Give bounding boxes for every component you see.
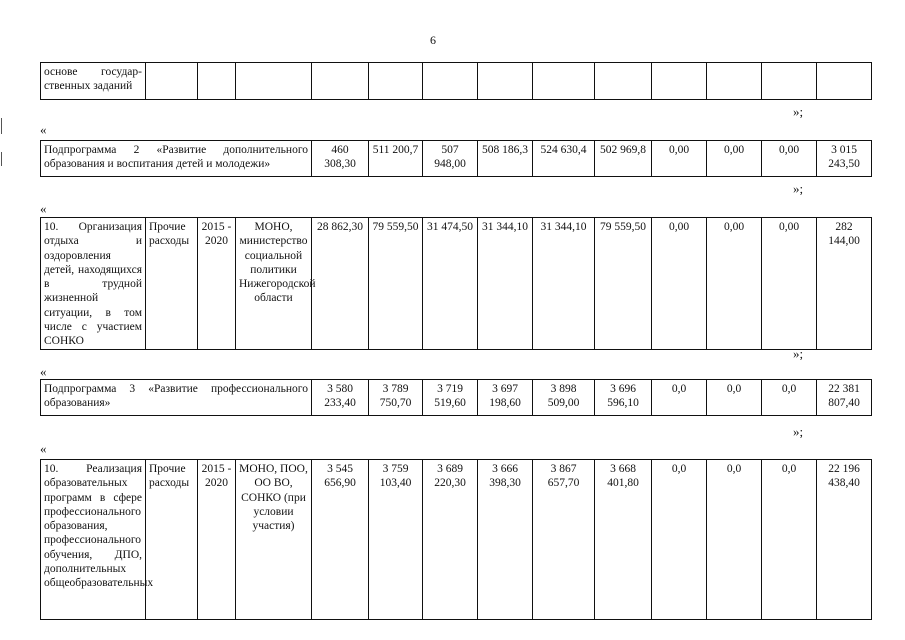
years: 2015 - 2020	[198, 460, 236, 620]
table-subprogram-3	[40, 379, 872, 416]
executor: МОНО, министерство социальной политики Нижегородской области	[236, 218, 312, 350]
value-cell: 282 144,00	[817, 218, 872, 350]
value-cell: 3 789 750,70	[369, 380, 423, 416]
value-cell: 3 545 656,90	[312, 460, 369, 620]
subprogram-name: Подпрограмма 2 «Развитие дополнительного образования и воспитания детей и молодежи»	[41, 141, 312, 177]
table-row-10-education	[40, 459, 872, 620]
table-row	[41, 460, 872, 620]
value-cell: 3 666 398,30	[478, 460, 533, 620]
measure-name: 10. Реализация образовательных программ в сфере профессионального образования, профессионального обучения, ДПО, дополнительных общеобразовательных	[41, 460, 146, 620]
executor: МОНО, ПОО, ОО ВО, СОНКО (при условии участия)	[236, 460, 312, 620]
page-number: 6	[430, 33, 436, 47]
value-cell: 507 948,00	[423, 141, 478, 177]
close-quote: »;	[793, 424, 804, 439]
value-cell: 31 344,10	[478, 218, 533, 350]
value-cell: 3 015 243,50	[817, 141, 872, 177]
value-cell: 0,00	[762, 218, 817, 350]
value-cell: 0,00	[762, 141, 817, 177]
value-cell: 3 719 519,60	[423, 380, 478, 416]
value-cell: 31 344,10	[533, 218, 595, 350]
measure-name: 10. Организация отдыха и оздоровления детей, находящихся в трудной жизненной ситуации, в том числе с участием СОНКО	[41, 218, 146, 350]
value-cell: 0,0	[762, 380, 817, 416]
value-cell: 460 308,30	[312, 141, 369, 177]
subprogram-name: Подпрограмма 3 «Развитие профессионального образования»	[41, 380, 312, 416]
row-name-cell: основе государ-ственных заданий	[41, 63, 146, 100]
years: 2015 - 2020	[198, 218, 236, 350]
open-quote: «	[40, 122, 47, 137]
open-quote: «	[40, 201, 47, 216]
close-quote: »;	[793, 346, 804, 361]
value-cell: 0,0	[707, 380, 762, 416]
value-cell: 0,0	[762, 460, 817, 620]
open-quote: «	[40, 364, 47, 379]
value-cell: 0,00	[652, 141, 707, 177]
value-cell: 79 559,50	[595, 218, 652, 350]
table-subprogram-2	[40, 140, 872, 177]
value-cell: 0,00	[652, 218, 707, 350]
value-cell: 22 381 807,40	[817, 380, 872, 416]
value-cell: 0,0	[652, 380, 707, 416]
table-row	[41, 63, 872, 100]
value-cell: 3 689 220,30	[423, 460, 478, 620]
value-cell: 3 580 233,40	[312, 380, 369, 416]
table-row-10-rest	[40, 217, 872, 350]
expense-type: Прочие расходы	[146, 218, 198, 350]
value-cell: 31 474,50	[423, 218, 478, 350]
value-cell: 3 697 198,60	[478, 380, 533, 416]
open-quote: «	[40, 441, 47, 456]
value-cell: 3 867 657,70	[533, 460, 595, 620]
table-row	[41, 141, 872, 177]
value-cell: 3 696 596,10	[595, 380, 652, 416]
value-cell: 0,0	[652, 460, 707, 620]
value-cell: 3 898 509,00	[533, 380, 595, 416]
value-cell: 79 559,50	[369, 218, 423, 350]
value-cell: 511 200,7	[369, 141, 423, 177]
value-cell: 0,00	[707, 218, 762, 350]
margin-mark	[1, 152, 2, 166]
close-quote: »;	[793, 181, 804, 196]
value-cell: 508 186,3	[478, 141, 533, 177]
value-cell: 0,0	[707, 460, 762, 620]
value-cell: 28 862,30	[312, 218, 369, 350]
close-quote: »;	[793, 104, 804, 119]
value-cell: 502 969,8	[595, 141, 652, 177]
table-continuation	[40, 62, 872, 100]
value-cell: 0,00	[707, 141, 762, 177]
value-cell: 3 759 103,40	[369, 460, 423, 620]
value-cell: 22 196 438,40	[817, 460, 872, 620]
table-row	[41, 380, 872, 416]
value-cell: 524 630,4	[533, 141, 595, 177]
expense-type: Прочие расходы	[146, 460, 198, 620]
value-cell: 3 668 401,80	[595, 460, 652, 620]
margin-mark	[1, 118, 2, 134]
table-row	[41, 218, 872, 350]
